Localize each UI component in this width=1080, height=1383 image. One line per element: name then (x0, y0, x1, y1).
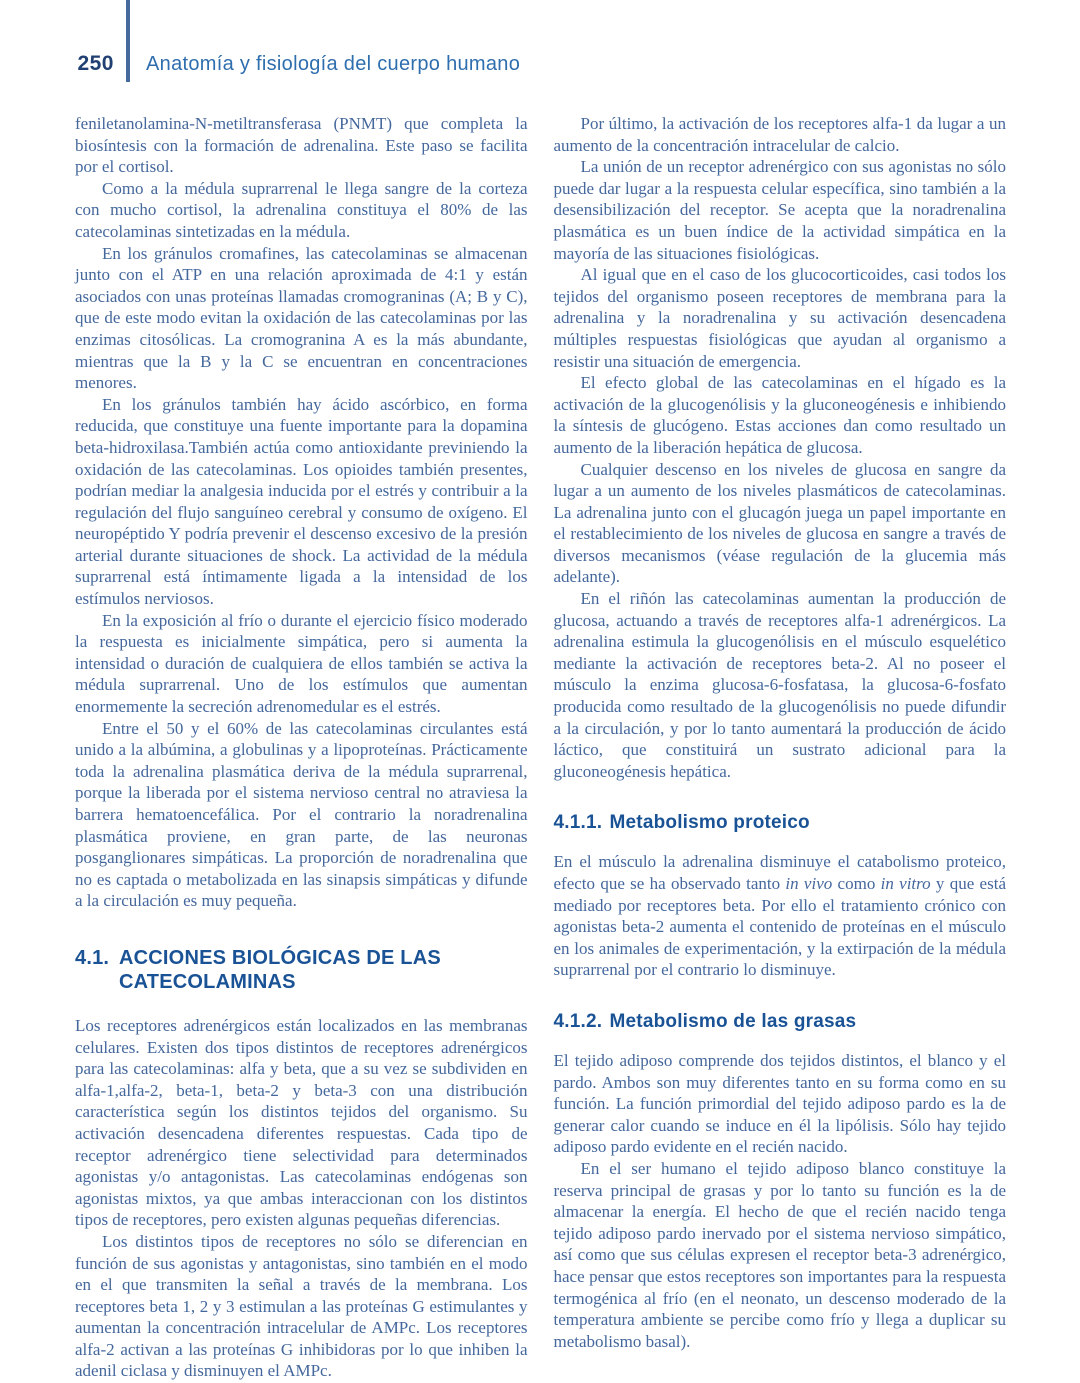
paragraph (554, 851, 1007, 981)
paragraph: feniletanolamina-N-metiltransferasa (PNMT) que completa la biosíntesis con la formación de adrenalina. Este paso se facilita por el cortisol. (75, 114, 528, 177)
header-divider-rule (126, 0, 130, 82)
paragraph: Entre el 50 y el 60% de las catecolaminas circulantes está unido a la albúmina, a globulinas y a lipoproteínas. Prácticamente toda la adrenalina plasmática deriva de la médula suprarrenal, porque la liberada por el sistema nervioso central no atraviesa la barrera hematoencefálica. Por el contrario la noradrenalina plasmática proviene, en gran parte, de las neuronas posganglionares simpáticas. La proporción de noradrenalina que no es captada o metabolizada en las sinapsis simpáticas y difunde a la circulación es muy pequeña. (75, 718, 528, 911)
paragraph: Como a la médula suprarrenal le llega sangre de la corteza con mucho cortisol, la adrenalina constituya el 80% de las catecolaminas sintetizadas en la médula. (75, 178, 528, 241)
paragraph: En los gránulos cromafines, las catecolaminas se almacenan junto con el ATP en una relación aproximada de 4:1 y están asociados con unas proteínas llamadas cromograninas (A; B y C), que de este modo evitan la oxidación de las catecolaminas por las enzimas citosólicas. La cromogranina A es la más abundante, mientras que la B y la C se encuentran en concentraciones menores. (75, 243, 528, 393)
paragraph: En los gránulos también hay ácido ascórbico, en forma reducida, que constituye una fuente importante para la dopamina beta-hidroxilasa.También actúa como antioxidante previniendo la oxidación de las catecolaminas. Los opioides también presentes, podrían mediar la analgesia inducida por el estrés y contribuir a la regulación del flujo sanguíneo cerebral y consumo de oxígeno. El neuropéptido Y podría prevenir el descenso excesivo de la presión arterial durante situaciones de shock. La actividad de la médula suprarrenal está íntimamente ligada a la intensidad de los estímulos nerviosos. (75, 394, 528, 609)
running-title: Anatomía y fisiología del cuerpo humano (146, 53, 521, 75)
italic-term: in vivo (785, 874, 833, 893)
paragraph: El tejido adiposo comprende dos tejidos distintos, el blanco y el pardo. Ambos son muy diferentes tanto en su forma como en su función. La función primordial del tejido adiposo pardo es la de generar calor cuando se induce en él la lipólisis. Sólo hay tejido adiposo pardo evidente en el recién nacido. (553, 1050, 1006, 1157)
section-title: Metabolismo proteico (609, 812, 810, 834)
paragraph: En la exposición al frío o durante el ejercicio físico moderado la respuesta es inicialmente simpática, pero si aumenta la intensidad o duración de cualquiera de ellos también se activa la médula suprarrenal. Uno de los estímulos que aumentan enormemente la secreción adrenomedular es el estrés. (75, 610, 528, 717)
section-number: 4.1. (75, 946, 110, 969)
paragraph: Los distintos tipos de receptores no sólo se diferencian en función de sus agonistas y antagonistas, sino también en el modo en el que transmiten la señal a través de la membrana. Los receptores beta 1, 2 y 3 estimulan a las proteínas G estimulantes y aumentan la concentración intracelular de AMPc. Los receptores alfa-2 activan a las proteínas G inhibidoras por lo que inhiben la adenil ciclasa y disminuyen el AMPc. (75, 1231, 528, 1381)
paragraph: El efecto global de las catecolaminas en el hígado es la activación de la glucogenólisis y la gluconeogénesis e inhibiendo la síntesis de glucógeno. Estas acciones dan como resultado un aumento de la liberación hepática de glucosa. (553, 373, 1006, 457)
section-number: 4.1.1. (553, 812, 603, 834)
section-heading-4-1 (75, 946, 528, 994)
page-number: 250 (77, 52, 114, 75)
paragraph-segment: En el músculo la adrenalina disminuye el catabolismo proteico, efecto que se ha observado tanto (553, 852, 1006, 893)
paragraph: La unión de un receptor adrenérgico con sus agonistas no sólo puede dar lugar a la respuesta celular específica, sino también a la desensibilización del receptor. Se acepta que la noradrenalina plasmática es un buen índice de la actividad simpática en la mayoría de las situaciones fisiológicas. (553, 157, 1006, 263)
section-number: 4.1.2. (553, 1010, 603, 1032)
right-column (554, 113, 1007, 1382)
paragraph: Cualquier descenso en los niveles de glucosa en sangre da lugar a un aumento de los niveles plasmáticos de catecolaminas. La adrenalina junto con el glucagón juega un papel importante en el restablecimiento de los niveles de glucosa en sangre a través de diversos mecanismos (véase regulación de la glucemia más adelante). (553, 459, 1006, 587)
paragraph: Los receptores adrenérgicos están localizados en las membranas celulares. Existen dos tipos distintos de receptores adrenérgicos para las catecolaminas: alfa y beta, que a su vez se subdividen en alfa-1,alfa-2, beta-1, beta-2 y beta-3 con una distribución característica según los distintos tejidos del organismo. Su activación desencadena diferentes respuestas. Cada tipo de receptor adrenérgico tiene selectividad para determinados agonistas y/o antagonistas. Las catecolaminas endógenas son agonistas mixtos, ya que ambas interaccionan con los distintos tipos de receptores, pero existen algunas pequeñas diferencias. (75, 1015, 528, 1230)
section-heading-4-1-1 (554, 812, 1007, 834)
paragraph: En el ser humano el tejido adiposo blanco constituye la reserva principal de grasas y por lo tanto su función es la de almacenar la energía. El hecho de que el recién nacido tenga tejido adiposo pardo inervado por el sistema nervioso simpático, así como que sus células expresen el receptor beta-3 adrenérgico, hace pensar que estos receptores son importantes para la respuesta termogénica al frío (en el neonato, un descenso moderado de la temperatura ambiente se percibe como frío y llega a duplicar su metabolismo basal). (553, 1158, 1006, 1351)
paragraph-segment: como (832, 874, 881, 893)
text-columns (75, 113, 1006, 1382)
section-title: ACCIONES BIOLÓGICAS DE LAS CATECOLAMINAS (119, 946, 441, 993)
section-title: Metabolismo de las grasas (609, 1010, 857, 1032)
paragraph: En el riñón las catecolaminas aumentan la producción de glucosa, actuando a través de receptores alfa-1 adrenérgicos. La adrenalina estimula la glucogenólisis en el músculo esquelético mediante la activación de receptores beta-2. Al no poseer el músculo la enzima glucosa-6-fosfatasa, la glucosa-6-fosfato producida como resultado de la glucogenólisis no puede difundir a la circulación, y por lo tanto aumentará la producción de ácido láctico, que constituirá un sustrato adicional para la gluconeogénesis hepática. (553, 589, 1006, 781)
paragraph-segment: y que está mediado por receptores beta. Por ello el tratamiento crónico con agonistas beta-2 aumenta el contenido de proteínas en el músculo en los animales de experimentación, y la extirpación de la médula suprarrenal por el contrario lo disminuye. (553, 874, 1006, 980)
left-column (75, 113, 528, 1382)
paragraph: Por último, la activación de los receptores alfa-1 da lugar a un aumento de la concentración intracelular de calcio. (553, 114, 1006, 155)
section-heading-4-1-2 (554, 1011, 1007, 1033)
paragraph: Al igual que en el caso de los glucocorticoides, casi todos los tejidos del organismo poseen receptores de membrana para la adrenalina y la noradrenalina y su activación desencadena múltiples respuestas fisiológicas que ayudan al organismo a resistir una situación de emergencia. (553, 265, 1006, 371)
italic-term: in vitro (880, 874, 931, 893)
